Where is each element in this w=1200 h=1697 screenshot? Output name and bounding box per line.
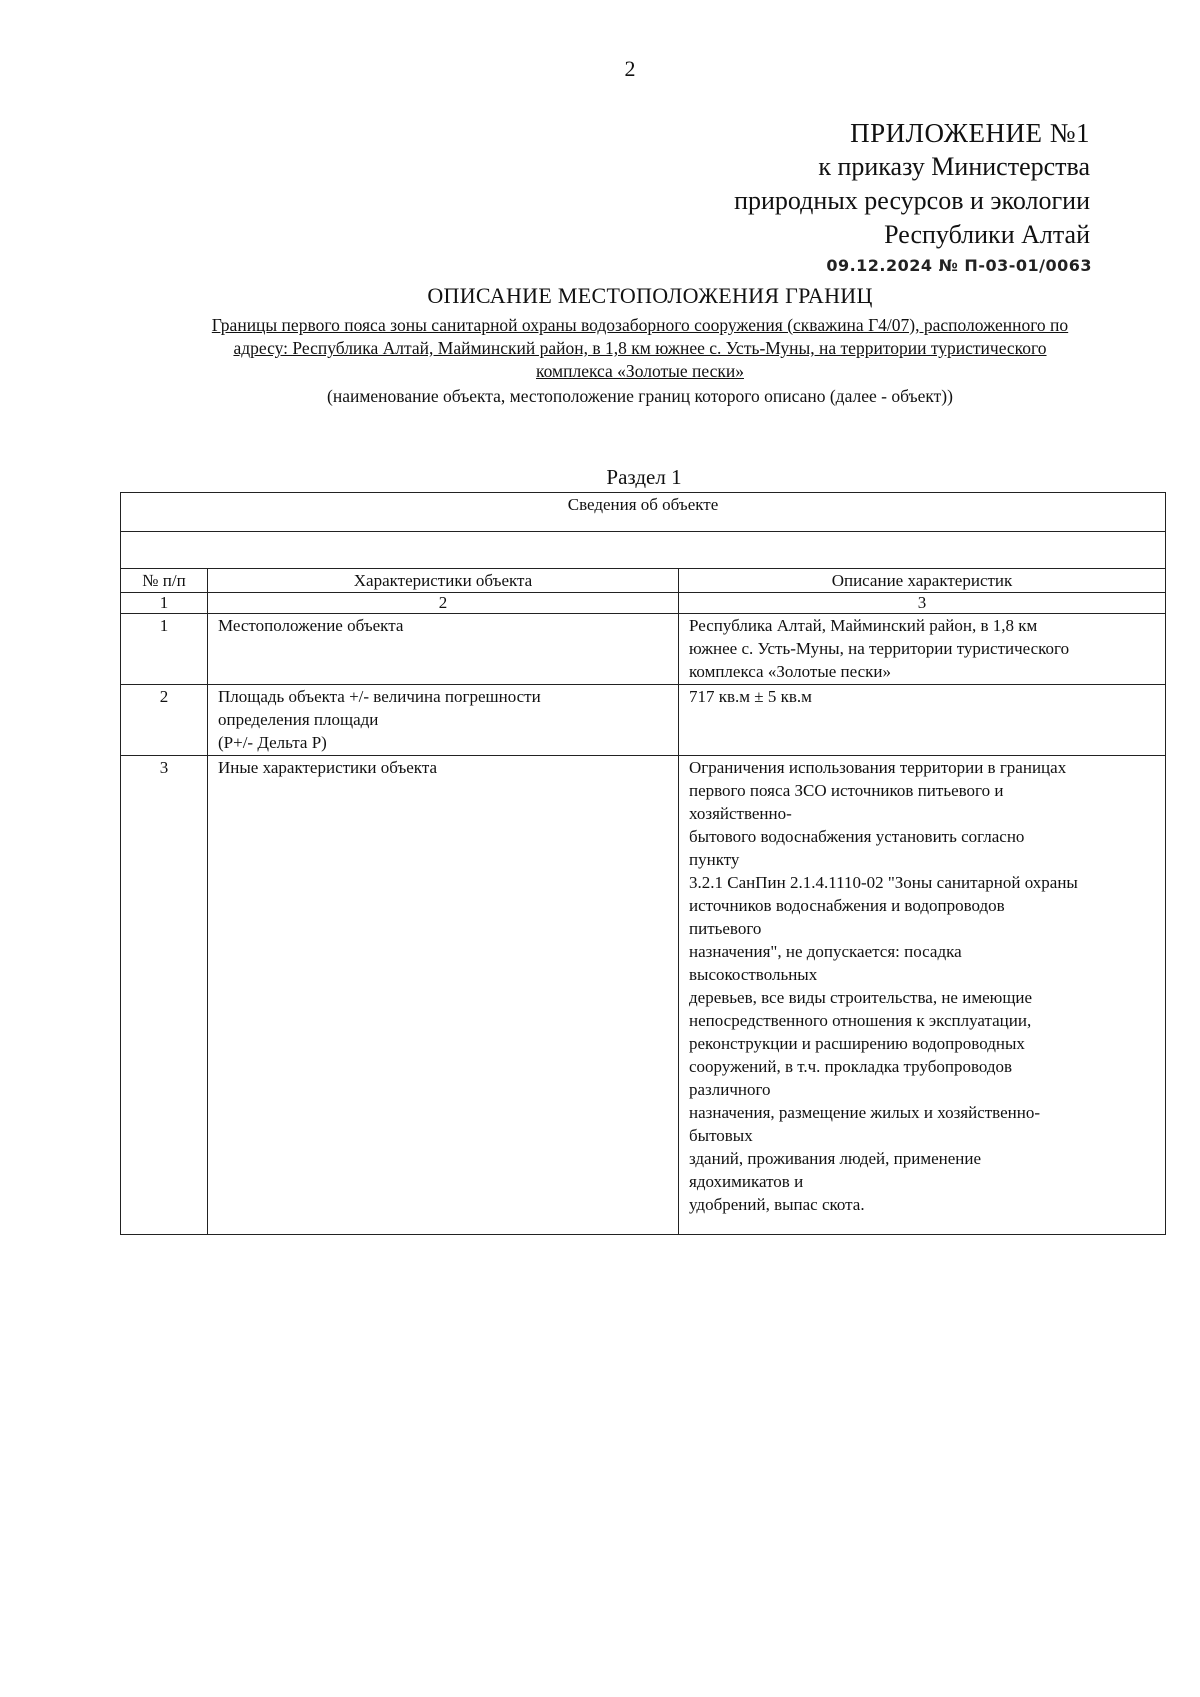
section-label: Раздел 1	[606, 465, 682, 489]
object-name-caption: (наименование объекта, местоположение границ которого описано (далее - объект))	[327, 386, 953, 406]
text-line: Площадь объекта +/- величина погрешности	[218, 687, 541, 706]
page-number: 2	[624, 56, 636, 81]
column-header-row	[121, 569, 1166, 593]
row-description	[679, 756, 1166, 1235]
column-header-description: Описание характеристик	[679, 569, 1166, 593]
text-line: (Р+/- Дельта Р)	[218, 733, 327, 752]
text-line: источников водоснабжения и водопроводов	[689, 896, 1005, 915]
object-name-line: комплекса «Золотые пески»	[536, 361, 744, 381]
text-line: деревьев, все виды строительства, не имеющие	[689, 988, 1033, 1007]
column-number: 1	[121, 593, 208, 614]
text-line: южнее с. Усть-Муны, на территории туристического	[689, 639, 1070, 658]
object-name-line: Границы первого пояса зоны санитарной охраны водозаборного сооружения (скважина Г4/07), расположенного по	[211, 315, 1069, 335]
text-line: непосредственного отношения к эксплуатации,	[689, 1011, 1032, 1030]
appendix-header	[734, 116, 1090, 252]
text-line: 3.2.1 СанПин 2.1.4.1110-02 "Зоны санитарной охраны	[689, 873, 1078, 892]
table-row	[121, 685, 1166, 756]
appendix-line: природных ресурсов и экологии	[734, 186, 1090, 215]
column-header-number: № п/п	[121, 569, 208, 593]
text-line: зданий, проживания людей, применение	[689, 1149, 982, 1168]
text-line: назначения", не допускается: посадка	[689, 942, 962, 961]
text-line: определения площади	[218, 710, 379, 729]
object-name	[140, 314, 1140, 383]
text-line: Республика Алтай, Майминский район, в 1,8 км	[689, 616, 1038, 635]
order-date-number: 09.12.2024 № П-03-01/0063	[826, 256, 1092, 275]
table-heading-row	[121, 493, 1166, 532]
appendix-title: ПРИЛОЖЕНИЕ №1	[850, 118, 1090, 148]
row-characteristic	[208, 685, 679, 756]
row-number: 3	[121, 756, 208, 1235]
document-title: ОПИСАНИЕ МЕСТОПОЛОЖЕНИЯ ГРАНИЦ	[427, 283, 873, 308]
text-line: ядохимикатов и	[689, 1172, 804, 1191]
object-info-table	[120, 492, 1166, 1235]
text-line: различного	[689, 1080, 771, 1099]
row-number: 1	[121, 614, 208, 685]
row-characteristic	[208, 756, 679, 1235]
object-name-line: адресу: Республика Алтай, Майминский район, в 1,8 км южнее с. Усть-Муны, на территории туристического	[233, 338, 1047, 358]
text-line: 717 кв.м ± 5 кв.м	[689, 687, 812, 706]
text-line: комплекса «Золотые пески»	[689, 662, 892, 681]
table-row	[121, 614, 1166, 685]
text-line: Ограничения использования территории в границах	[689, 758, 1067, 777]
text-line: удобрений, выпас скота.	[689, 1195, 865, 1214]
table-row	[121, 756, 1166, 1235]
column-number: 2	[208, 593, 679, 614]
empty-cell	[121, 532, 1166, 569]
column-number: 3	[679, 593, 1166, 614]
row-characteristic	[208, 614, 679, 685]
appendix-line: к приказу Министерства	[818, 152, 1090, 181]
text-line: пункту	[689, 850, 740, 869]
column-number-row	[121, 593, 1166, 614]
appendix-line: Республики Алтай	[884, 220, 1090, 249]
text-line: бытовых	[689, 1126, 753, 1145]
text-line: Иные характеристики объекта	[218, 758, 438, 777]
text-line: назначения, размещение жилых и хозяйственно-	[689, 1103, 1041, 1122]
text-line: хозяйственно-	[689, 804, 792, 823]
text-line: бытового водоснабжения установить согласно	[689, 827, 1025, 846]
text-line: питьевого	[689, 919, 762, 938]
row-description	[679, 685, 1166, 756]
row-description	[679, 614, 1166, 685]
text-line: высокоствольных	[689, 965, 818, 984]
text-line: первого пояса ЗСО источников питьевого и	[689, 781, 1004, 800]
table-heading: Сведения об объекте	[121, 493, 1166, 532]
row-number: 2	[121, 685, 208, 756]
text-line: Местоположение объекта	[218, 616, 404, 635]
column-header-characteristic: Характеристики объекта	[208, 569, 679, 593]
text-line: реконструкции и расширению водопроводных	[689, 1034, 1025, 1053]
text-line: сооружений, в т.ч. прокладка трубопроводов	[689, 1057, 1013, 1076]
table-empty-row	[121, 532, 1166, 569]
